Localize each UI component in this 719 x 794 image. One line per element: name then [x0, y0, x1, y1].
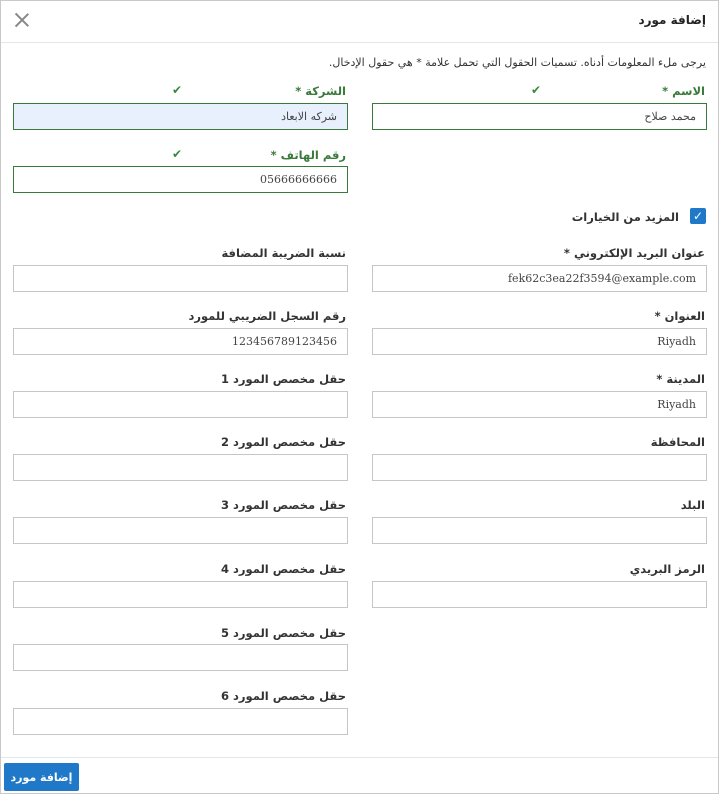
postal-code-label: الرمز البريدي: [629, 562, 705, 576]
dialog-header: [1, 1, 718, 43]
company-input[interactable]: [13, 103, 348, 130]
close-icon[interactable]: [13, 11, 31, 29]
add-supplier-button[interactable]: إضافة مورد: [4, 763, 79, 791]
state-label: المحافظة: [650, 435, 705, 449]
more-options-checkbox[interactable]: ✓: [690, 208, 706, 224]
phone-label: رقم الهاتف *: [270, 148, 346, 162]
more-options-label: المزيد من الخيارات: [571, 210, 679, 224]
custom-field-6-label: حقل مخصص المورد 6: [221, 689, 346, 703]
postal-code-input[interactable]: [372, 581, 707, 608]
name-valid-check-icon: ✔: [531, 83, 542, 97]
vat-rate-label: نسبة الضريبة المضافة: [221, 246, 346, 260]
custom-field-2-label: حقل مخصص المورد 2: [221, 435, 346, 449]
country-input[interactable]: [372, 517, 707, 544]
phone-valid-check-icon: ✔: [172, 147, 183, 161]
custom-field-4-input[interactable]: [13, 581, 348, 608]
dialog-footer: [1, 757, 718, 794]
address-input[interactable]: [372, 328, 707, 355]
custom-field-3-label: حقل مخصص المورد 3: [221, 498, 346, 512]
custom-field-3-input[interactable]: [13, 517, 348, 544]
tax-number-label: رقم السجل الضريبي للمورد: [188, 309, 346, 323]
email-label: عنوان البريد الإلكتروني *: [563, 246, 705, 260]
country-label: البلد: [680, 498, 705, 512]
company-label: الشركة *: [295, 84, 346, 98]
city-input[interactable]: [372, 391, 707, 418]
name-label: الاسم *: [662, 84, 705, 98]
vat-rate-input[interactable]: [13, 265, 348, 292]
tax-number-input[interactable]: [13, 328, 348, 355]
custom-field-5-input[interactable]: [13, 644, 348, 671]
address-label: العنوان *: [654, 309, 705, 323]
instructions-text: يرجى ملء المعلومات أدناه. تسميات الحقول التي تحمل علامة * هي حقول الإدخال.: [328, 56, 706, 69]
custom-field-6-input[interactable]: [13, 708, 348, 735]
custom-field-2-input[interactable]: [13, 454, 348, 481]
company-valid-check-icon: ✔: [172, 83, 183, 97]
name-input[interactable]: [372, 103, 707, 130]
custom-field-1-label: حقل مخصص المورد 1: [221, 372, 346, 386]
state-input[interactable]: [372, 454, 707, 481]
custom-field-4-label: حقل مخصص المورد 4: [221, 562, 346, 576]
custom-field-1-input[interactable]: [13, 391, 348, 418]
email-input[interactable]: [372, 265, 707, 292]
phone-input[interactable]: [13, 166, 348, 193]
custom-field-5-label: حقل مخصص المورد 5: [221, 626, 346, 640]
city-label: المدينة *: [656, 372, 705, 386]
dialog-title: إضافة مورد: [638, 13, 706, 27]
